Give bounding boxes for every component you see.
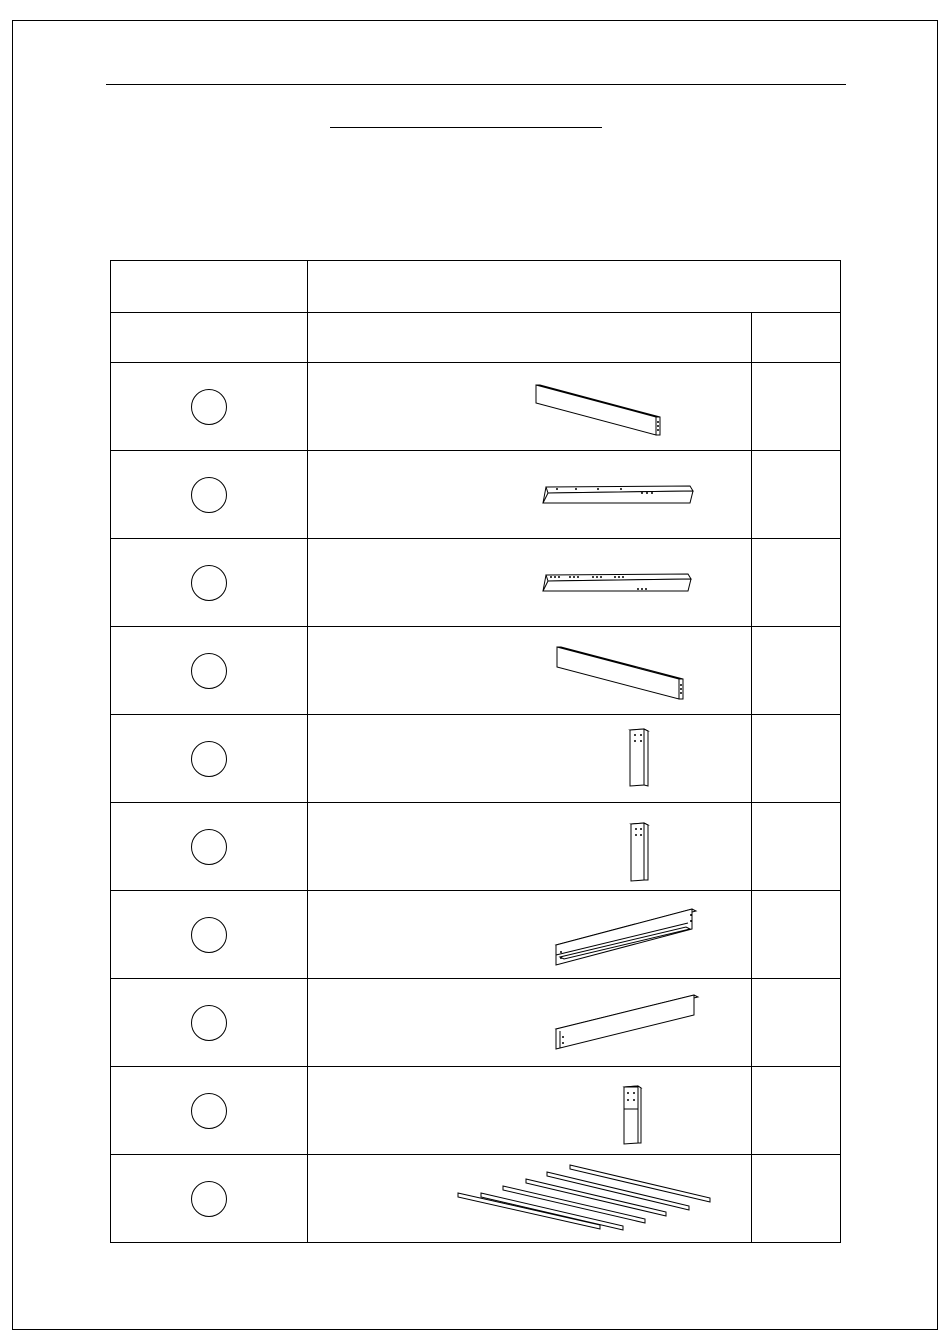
- part-number-circle: [191, 653, 227, 689]
- table-row: [111, 891, 841, 979]
- part-number-circle: [191, 1005, 227, 1041]
- table-row: [111, 715, 841, 803]
- short-post-icon: [308, 715, 752, 803]
- part-number-circle: [191, 389, 227, 425]
- qty-cell: [752, 803, 841, 891]
- subtitle-rule: [330, 127, 602, 128]
- part-number-circle: [191, 1093, 227, 1129]
- qty-cell: [752, 891, 841, 979]
- part-number-circle: [191, 477, 227, 513]
- side-rail-icon: [308, 979, 752, 1067]
- qty-cell: [752, 627, 841, 715]
- table-row: [111, 363, 841, 451]
- qty-cell: [752, 1155, 841, 1243]
- part-number-circle: [191, 917, 227, 953]
- table-row: [111, 803, 841, 891]
- qty-cell: [752, 715, 841, 803]
- header-no-cell: [111, 261, 308, 313]
- table-row: [111, 979, 841, 1067]
- subheader-qty-cell: [752, 313, 841, 363]
- qty-cell: [752, 539, 841, 627]
- post-bracket-icon: [308, 1067, 752, 1155]
- header-description-cell: [308, 261, 841, 313]
- table-row: [111, 1067, 841, 1155]
- rail-drilled-icon: [308, 451, 752, 539]
- long-panel-icon: [308, 627, 752, 715]
- parts-table: [110, 260, 841, 1243]
- part-number-circle: [191, 741, 227, 777]
- table-row: [111, 451, 841, 539]
- subheader-no-cell: [111, 313, 308, 363]
- subheader-description-cell: [308, 313, 752, 363]
- table-row: [111, 627, 841, 715]
- part-number-circle: [191, 565, 227, 601]
- part-number-circle: [191, 1181, 227, 1217]
- long-panel-icon: [308, 363, 752, 451]
- qty-cell: [752, 979, 841, 1067]
- rail-multi-drilled-icon: [308, 539, 752, 627]
- table-header-row: [111, 261, 841, 313]
- slat-set-icon: [308, 1155, 752, 1243]
- qty-cell: [752, 1067, 841, 1155]
- header-rule: [106, 84, 846, 85]
- table-row: [111, 1155, 841, 1243]
- qty-cell: [752, 363, 841, 451]
- table-row: [111, 539, 841, 627]
- qty-cell: [752, 451, 841, 539]
- short-post-icon: [308, 803, 752, 891]
- table-subheader-row: [111, 313, 841, 363]
- part-number-circle: [191, 829, 227, 865]
- side-rail-ledger-icon: [308, 891, 752, 979]
